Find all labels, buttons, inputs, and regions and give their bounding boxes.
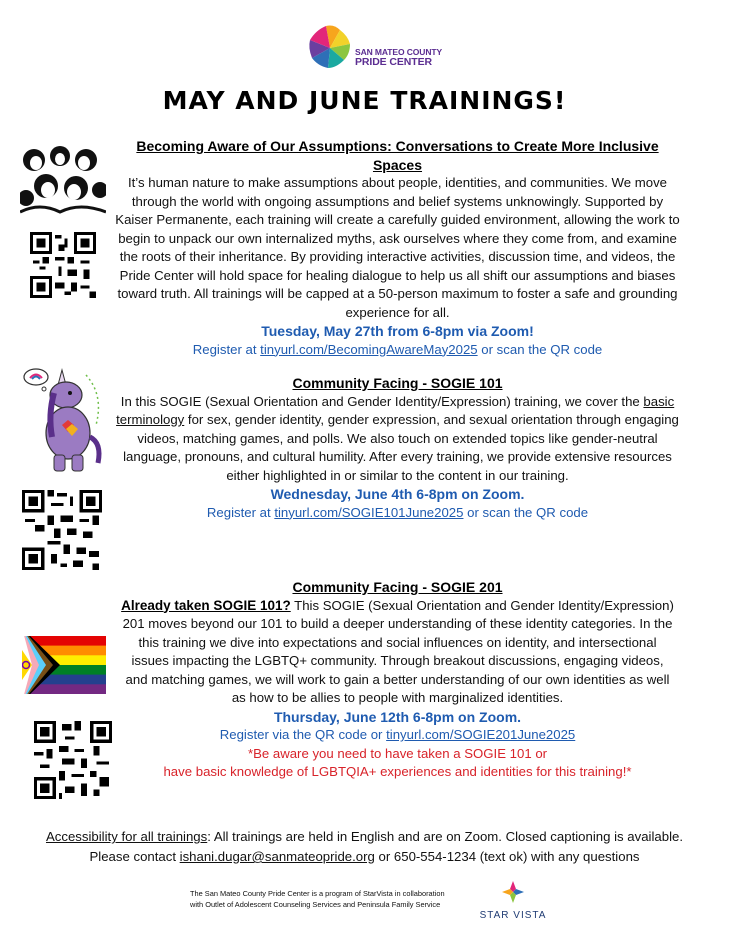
description-part: for sex, gender identity, gender expression, and sexual orientation through engaging videos, matching games, and polls. We also touch on extended topics like gender-neutral language, pronouns, and cultural humility. After every training, we provide extensive resources either highlighted in or similar to the content in our training. xyxy=(123,412,679,483)
logo-line-2: PRIDE CENTER xyxy=(355,56,432,68)
section-title: Becoming Aware of Our Assumptions: Conversations to Create More Inclusive Spaces xyxy=(136,138,659,173)
page-title: MAY AND JUNE TRAININGS! xyxy=(162,86,567,115)
prerequisite-warning: have basic knowledge of LGBTQIA+ experiences and identities for this training!* xyxy=(163,764,632,779)
accessibility-label: Accessibility for all trainings xyxy=(45,829,208,844)
logo-wordmark xyxy=(355,48,442,68)
footer-credits xyxy=(190,888,480,910)
training-date: Thursday, June 12th 6-8pm on Zoom. xyxy=(273,708,522,725)
progress-pride-flag xyxy=(22,636,106,694)
registration-line xyxy=(115,504,680,523)
register-suffix: or scan the QR code xyxy=(463,504,589,520)
training-sogie-201 xyxy=(120,578,675,782)
section-title: Community Facing - SOGIE 201 xyxy=(292,579,503,595)
prerequisite-warning: *Be aware you need to have taken a SOGIE 101 or xyxy=(247,745,548,761)
footer-line-1: The San Mateo County Pride Center is a program of StarVista in collaboration xyxy=(190,889,445,898)
qr-code-sogie-101[interactable] xyxy=(22,490,102,570)
section-description xyxy=(115,393,680,486)
registration-line xyxy=(120,726,675,745)
registration-line xyxy=(115,341,680,360)
registration-link[interactable]: tinyurl.com/BecomingAwareMay2025 xyxy=(260,341,478,357)
diverse-faces-illustration xyxy=(20,146,106,216)
training-sogie-101 xyxy=(115,374,680,522)
register-prefix: Register via the QR code or xyxy=(219,727,387,742)
qr-code-becoming-aware[interactable] xyxy=(30,232,96,298)
accessibility-text: : All trainings are held in English and are on Zoom. Closed captioning is available. xyxy=(207,829,683,844)
accessibility-note xyxy=(20,827,709,867)
register-prefix: Register at xyxy=(206,504,275,520)
section-title: Community Facing - SOGIE 101 xyxy=(292,375,503,391)
qr-code-sogie-201[interactable] xyxy=(34,721,112,799)
register-suffix: or scan the QR code xyxy=(477,341,603,357)
contact-suffix: or 650-554-1234 (text ok) with any questions xyxy=(374,849,640,864)
starvista-wordmark: STAR VISTA xyxy=(479,910,547,921)
starvista-star-icon xyxy=(502,881,524,903)
accessibility-line xyxy=(20,827,709,847)
training-becoming-aware xyxy=(115,137,680,359)
contact-email-link[interactable]: ishani.dugar@sanmateopride.org xyxy=(179,849,375,864)
logo-line-1: SAN MATEO COUNTY xyxy=(355,47,443,57)
contact-prefix: Please contact xyxy=(89,849,180,864)
starvista-logo xyxy=(478,881,548,921)
registration-link[interactable]: tinyurl.com/SOGIE201June2025 xyxy=(386,727,576,742)
description-part: In this SOGIE (Sexual Orientation and Gender Identity/Expression) training, we cover the xyxy=(120,393,644,409)
basic-terminology-link[interactable]: basic terminology xyxy=(116,393,675,427)
prerequisite-lead: Already taken SOGIE 101? xyxy=(121,597,291,613)
training-date: Tuesday, May 27th from 6-8pm via Zoom! xyxy=(261,323,534,339)
training-date: Wednesday, June 4th 6-8pm on Zoom. xyxy=(270,486,525,502)
register-prefix: Register at xyxy=(192,341,261,357)
description-part: This SOGIE (Sexual Orientation and Gender Identity/Expression) 201 moves beyond our 101 to build a deeper understanding of these identity categories. In the this training we dive into expectations and social influences on identity, and intersectional issues impacting the LGBTQ+ community. Through breakout discussions, engaging videos, and matching games, we will work to gain a better understanding of our own identities as well as how to be allies to people with marginalized identities. xyxy=(122,597,674,705)
unicorn-illustration xyxy=(18,365,108,480)
registration-link[interactable]: tinyurl.com/SOGIE101June2025 xyxy=(274,504,464,520)
footer-line-2: with Outlet of Adolescent Counseling Services and Peninsula Family Service xyxy=(190,900,441,909)
section-description: It’s human nature to make assumptions about people, identities, and communities. We move through the world with ongoing assumptions and belief systems unknowingly. Supported by Kaiser Permanente, each training will create a carefully guided environment, allowing the work to begin to unpack our own internalized myths, ask ourselves where they come from, and examine the roots of their inheritance. By providing interactive activities, discussion time, and videos, the Pride Center will hold space for healing dialogue to help us all shift our assumptions and biases toward truth. All trainings will be capped at a 50-person maximum to foster a safe and grounding experience for all. xyxy=(115,175,680,320)
contact-line xyxy=(20,847,709,867)
section-description xyxy=(120,597,675,708)
